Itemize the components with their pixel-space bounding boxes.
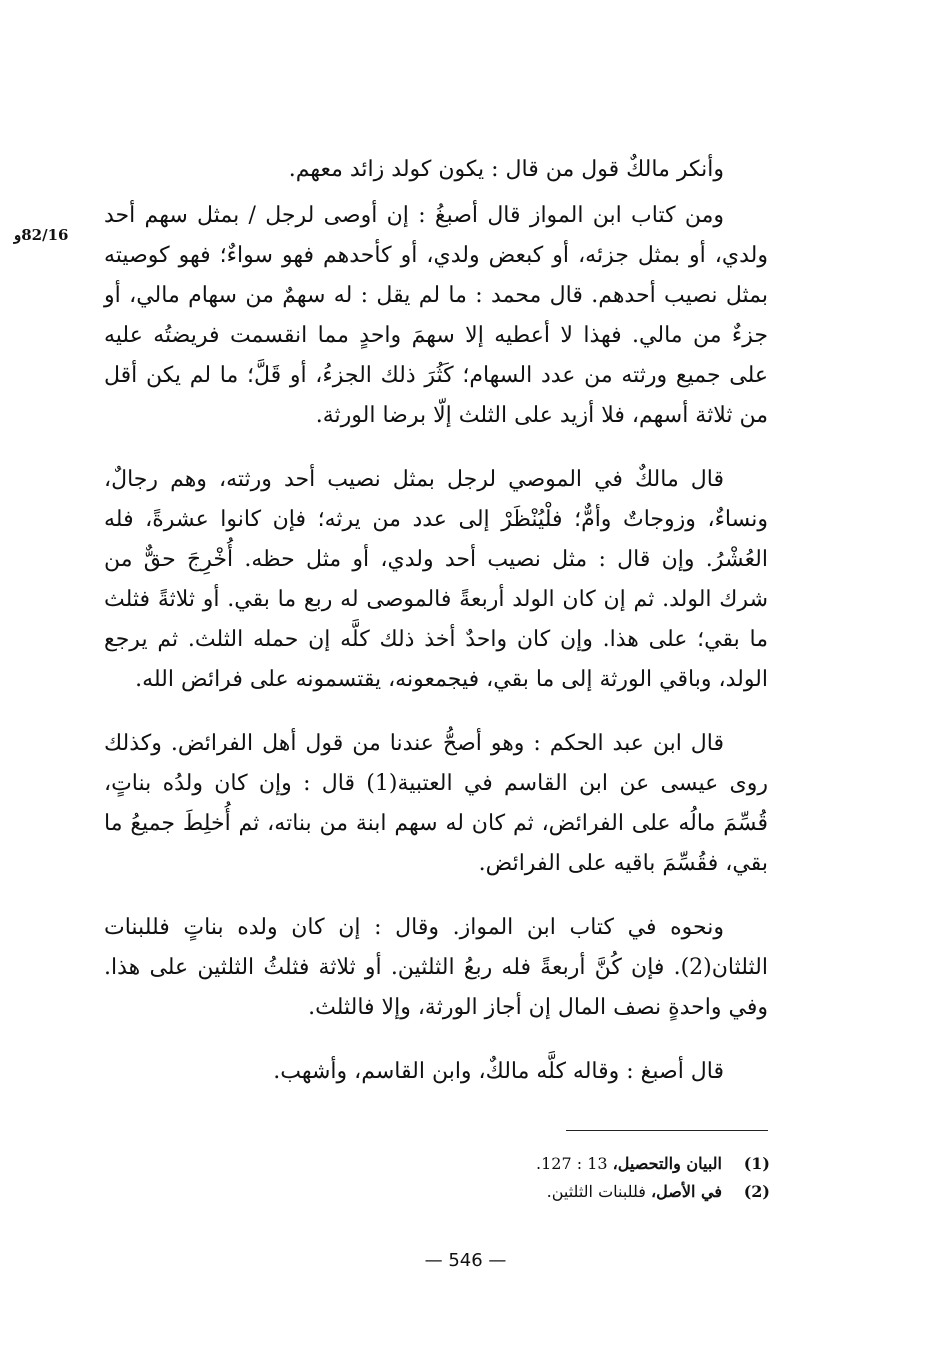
paragraph-2: ومن كتاب ابن المواز قال أصبغُ : إن أوصى لرجل / بمثل سهم أحد ولدي، أو بمثل جزئه، أو كبعض ولدي، أو كأحدهم فهو سواءٌ؛ فهو كوصيته بمثل نصيب أحدهم. قال محمد : ما لم يقل : له سهمٌ من سهام مالي، أو جزءٌ من مالي. فهذا لا أعطيه إلا سهمَ واحدٍ مما انقسمت فريضتُه عليه على جميع ورثته من عدد السهام؛ كَثُرَ ذلك الجزءُ، أو قَلَّ؛ ما لم يكن أقل من ثلاثة أسهم، فلا أزيد على الثلث إلّا برضا الورثة.: [104, 203, 768, 428]
footnote-source: البيان والتحصيل،: [612, 1154, 722, 1173]
footnote-ref: فللبنات الثلثين.: [546, 1182, 651, 1201]
footnote-source: في الأصل،: [651, 1182, 722, 1201]
page-number: — 546 —: [424, 1250, 507, 1271]
footnote-number: (1): [743, 1154, 770, 1173]
footnotes: [300, 1150, 770, 1206]
margin-folio-note: 82/16و: [14, 226, 69, 244]
footnote-number: (2): [743, 1182, 770, 1201]
footnote-divider: [566, 1130, 768, 1131]
footnote-1: [300, 1150, 770, 1178]
paragraph-1: وأنكر مالكٌ قول من قال : يكون كولد زائد معهم.: [288, 157, 724, 182]
paragraph-4: قال ابن عبد الحكم : وهو أصحُّ عندنا من قول أهل الفرائض. وكذلك روى عيسى عن ابن القاسم في العتبية(1) قال : وإن كان ولدُه بناتٍ، قُسِّمَ مالُه على الفرائض، ثم كان له سهم ابنة من بناته، ثم أُخلِطَ جميعُ ما بقي، فقُسِّمَ باقيه على الفرائض.: [104, 731, 768, 876]
paragraph-6: قال أصبغ : وقاله كلَّه مالكٌ، وابن القاسم، وأشهب.: [273, 1059, 724, 1084]
footnote-2: [300, 1178, 770, 1206]
paragraph-3: قال مالكٌ في الموصي لرجل بمثل نصيب أحد ورثته، وهم رجالٌ، ونساءٌ، وزوجاتٌ وأمٌّ؛ فلْيُنْظَرْ إلى عدد من يرثه؛ فإن كانوا عشرةً، فله العُشْرُ. وإن قال : مثل نصيب أحد ولدي، أو مثل حظه. أُخْرِجَ حقٌّ من شرك الولد. ثم إن كان الولد أربعةً فالموصى له ربع ما بقي. أو ثلاثةً فثلث ما بقي؛ على هذا. وإن كان واحدٌ أخذ ذلك كلَّه إن حمله الثلث. ثم يرجع الولد، وباقي الورثة إلى ما بقي، فيجمعونه، يقتسمونه على فرائض الله.: [104, 467, 768, 692]
paragraph-5: ونحوه في كتاب ابن المواز. وقال : إن كان ولده بناتٍ فللبنات الثلثان(2). فإن كُنَّ أربعةً فله ربعُ الثلثين. أو ثلاثة فثلثُ الثلثين على هذا. وفي واحدةٍ نصف المال إن أجاز الورثة، وإلا فالثلث.: [104, 915, 768, 1020]
main-text: [104, 150, 768, 1116]
footnote-text: [547, 1178, 722, 1206]
footnote-ref: 13 : 127.: [535, 1154, 613, 1173]
footnote-text: [536, 1150, 722, 1178]
